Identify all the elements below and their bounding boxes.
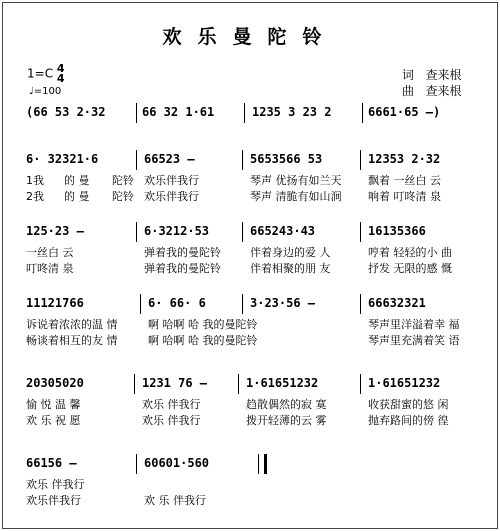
measure: 20305020	[26, 376, 84, 390]
lyric: 啊 哈啊 哈 我的曼陀铃	[148, 334, 258, 347]
composer-role: 曲	[402, 84, 415, 98]
tempo-mark: ♩=100	[29, 86, 62, 97]
measure: 125·23 –	[26, 224, 84, 238]
measure: 16135366	[368, 224, 426, 238]
composer-name: 查来根	[425, 84, 462, 98]
lyric: 响着 叮咚清 泉	[368, 190, 441, 203]
time-denominator: 4	[56, 72, 65, 85]
measure: 6· 66· 6	[148, 296, 206, 310]
lyric: 抒发 无限的感 慨	[368, 262, 452, 275]
lyric-line	[24, 260, 476, 276]
lyric: 陀铃	[112, 190, 134, 203]
lyricist-credit	[402, 66, 461, 83]
measure: 6661·65 –)	[368, 105, 441, 119]
key-signature	[27, 64, 65, 84]
lyric: 叮咚清 泉	[26, 262, 74, 275]
lyric-line	[24, 172, 476, 188]
lyric: 欢乐 伴我行	[142, 414, 201, 427]
time-numerator: 4	[56, 62, 65, 75]
lyric: 畅谈着相互的友 情	[26, 334, 118, 347]
lyric: 2我	[26, 190, 44, 203]
lyric: 的 曼	[64, 174, 90, 187]
lyric: 弹着我的曼陀铃	[144, 246, 221, 259]
lyric: 伴着身边的爱 人	[250, 246, 331, 259]
measure: 66632321	[368, 296, 426, 310]
lyric: 拨开轻薄的云 雾	[246, 414, 327, 427]
lyric: 哼着 轻轻的小 曲	[368, 246, 452, 259]
measure: 1·61651232	[368, 376, 441, 390]
measure: 1231 76 –	[142, 376, 208, 390]
lyric: 欢 乐 伴我行	[144, 494, 206, 507]
lyricist-role: 词	[402, 68, 415, 82]
staff-row-5	[24, 374, 476, 394]
song-title: 欢乐曼陀铃	[162, 26, 338, 48]
lyric: 啊 哈啊 哈 我的曼陀铃	[148, 318, 258, 331]
staff-row-3	[24, 222, 476, 242]
measure: 6·3212·53	[144, 224, 210, 238]
measure: 60601·560	[144, 456, 210, 470]
staff-row-4	[24, 294, 476, 314]
lyric: 欢乐伴我行	[144, 190, 199, 203]
time-signature	[57, 64, 65, 84]
lyric: 愉 悦 温 馨	[26, 398, 81, 411]
measure: 12353 2·32	[368, 152, 441, 166]
lyric: 弹着我的曼陀铃	[144, 262, 221, 275]
lyric-line	[24, 188, 476, 204]
lyric: 琴声里充满着笑 语	[368, 334, 460, 347]
lyric-line	[24, 492, 476, 508]
measure: 1·61651232	[246, 376, 319, 390]
staff-row-6	[24, 454, 476, 474]
lyric-line	[24, 396, 476, 412]
measure: 1235 3 23 2	[252, 105, 332, 119]
lyric: 欢乐伴我行	[144, 174, 199, 187]
lyric: 欢 乐 祝 愿	[26, 414, 81, 427]
lyric-line	[24, 476, 476, 492]
lyric: 一丝白 云	[26, 246, 74, 259]
measure: 5653566 53	[250, 152, 323, 166]
composer-credit	[402, 82, 461, 99]
lyric: 欢乐 伴我行	[26, 478, 85, 491]
measure: 11121766	[26, 296, 84, 310]
lyric: 飘着 一丝白 云	[368, 174, 441, 187]
measure: (66 53 2·32	[26, 105, 106, 119]
lyric: 的 曼	[64, 190, 90, 203]
measure: 665243·43	[250, 224, 316, 238]
lyric: 琴声里洋溢着幸 福	[368, 318, 460, 331]
measure: 66 32 1·61	[142, 105, 215, 119]
lyric-line	[24, 412, 476, 428]
lyric: 抛弃路间的傍 徨	[368, 414, 449, 427]
lyric: 伴着相聚的朋 友	[250, 262, 331, 275]
measure: 3·23·56 –	[250, 296, 316, 310]
lyric: 琴声 清脆有如山涧	[250, 190, 342, 203]
lyric: 琴声 优扬有如兰天	[250, 174, 342, 187]
measure: 6· 32321·6	[26, 152, 99, 166]
lyric: 1我	[26, 174, 44, 187]
lyric: 收获甜蜜的悠 闲	[368, 398, 449, 411]
lyric: 趋散偶然的寂 寞	[246, 398, 327, 411]
lyric-line	[24, 332, 476, 348]
staff-row-2	[24, 150, 476, 170]
lyric: 欢乐 伴我行	[142, 398, 201, 411]
lyricist-name: 查来根	[425, 68, 462, 82]
final-barline	[258, 454, 267, 474]
lyric: 诉说着浓浓的温 情	[26, 318, 118, 331]
measure: 66156 –	[26, 456, 77, 470]
key-label: 1=C	[27, 66, 54, 81]
lyric: 欢乐伴我行	[26, 494, 81, 507]
measure: 66523 –	[144, 152, 195, 166]
lyric-line	[24, 316, 476, 332]
lyric: 陀铃	[112, 174, 134, 187]
staff-row-1	[24, 103, 476, 123]
lyric-line	[24, 244, 476, 260]
